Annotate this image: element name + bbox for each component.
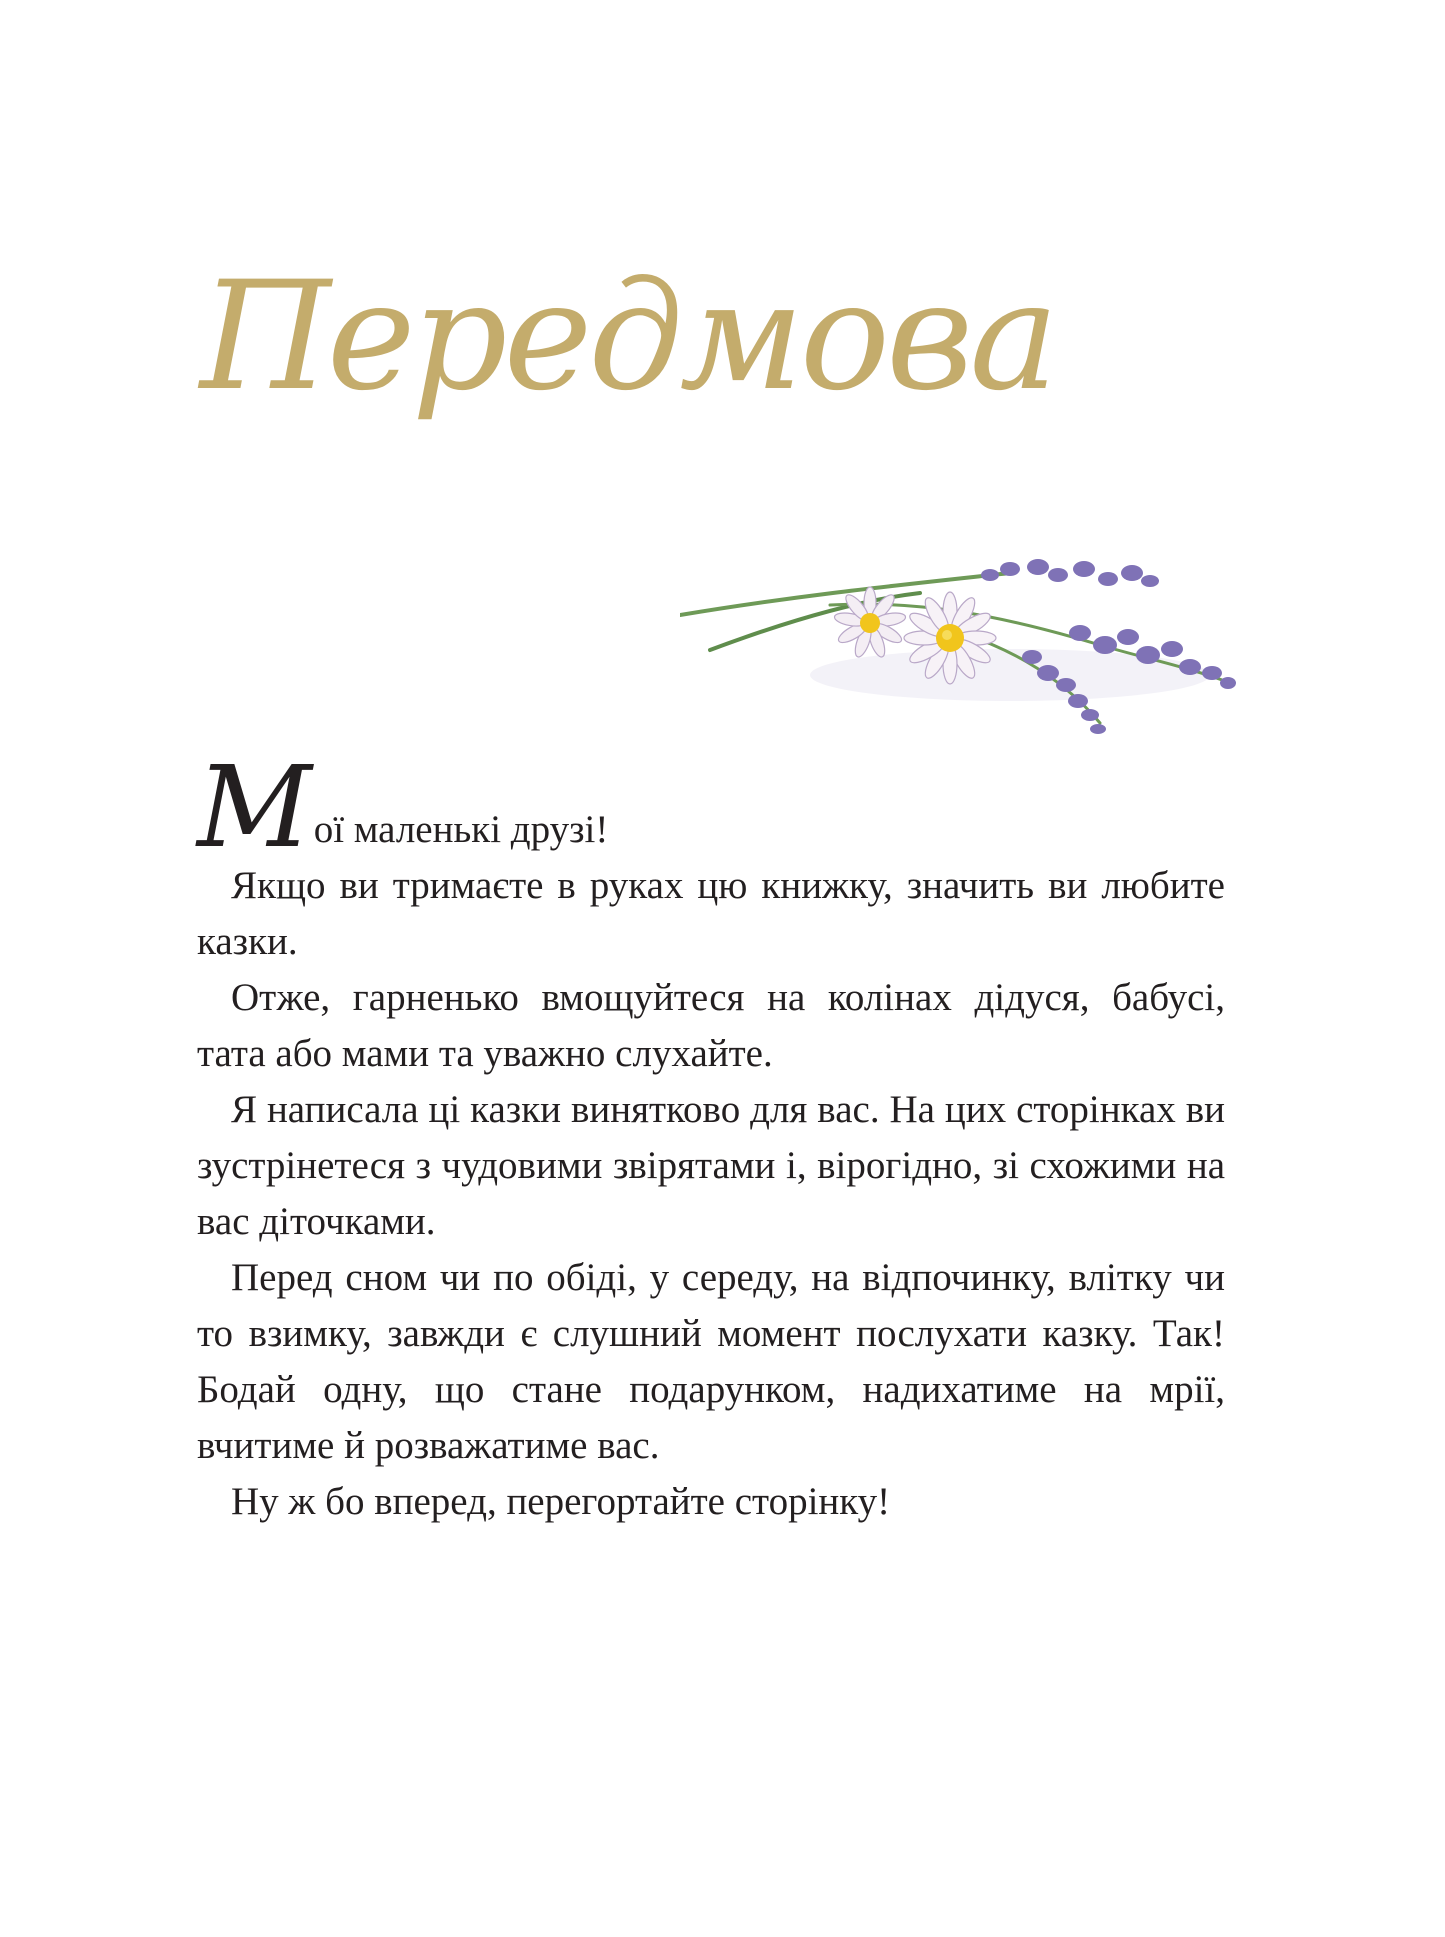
paragraph: Ну ж бо вперед, перегортайте сторінку! (231, 1480, 891, 1523)
drop-cap: М (197, 743, 312, 873)
page-title: Передмова (200, 250, 1055, 424)
greeting-paragraph (197, 743, 1225, 873)
preface-body (197, 743, 1225, 1530)
paragraph: Перед сном чи по обіді, у середу, на відпочинку, влітку чи то взимку, завжди є слушний момент послухати казку. Так! Бодай одну, що стане подарунком, надихатиме на мрії, вчитиме й розважатиме вас. (197, 1256, 1225, 1467)
paragraph: Я написала ці казки винятково для вас. На цих сторінках ви зустрінетеся з чудовими звірятами і, вірогідно, зі схожими на вас діточками. (197, 1088, 1225, 1243)
greeting-text: ої маленькі друзі! (313, 808, 609, 851)
paragraph: Отже, гарненько вмощуйтеся на колінах дідуся, бабусі, тата або мами та уважно слухайте. (197, 976, 1225, 1075)
lavender-chamomile-sprig-icon (680, 545, 1240, 745)
paragraph: Якщо ви тримаєте в руках цю книжку, значить ви любите казки. (197, 864, 1225, 963)
